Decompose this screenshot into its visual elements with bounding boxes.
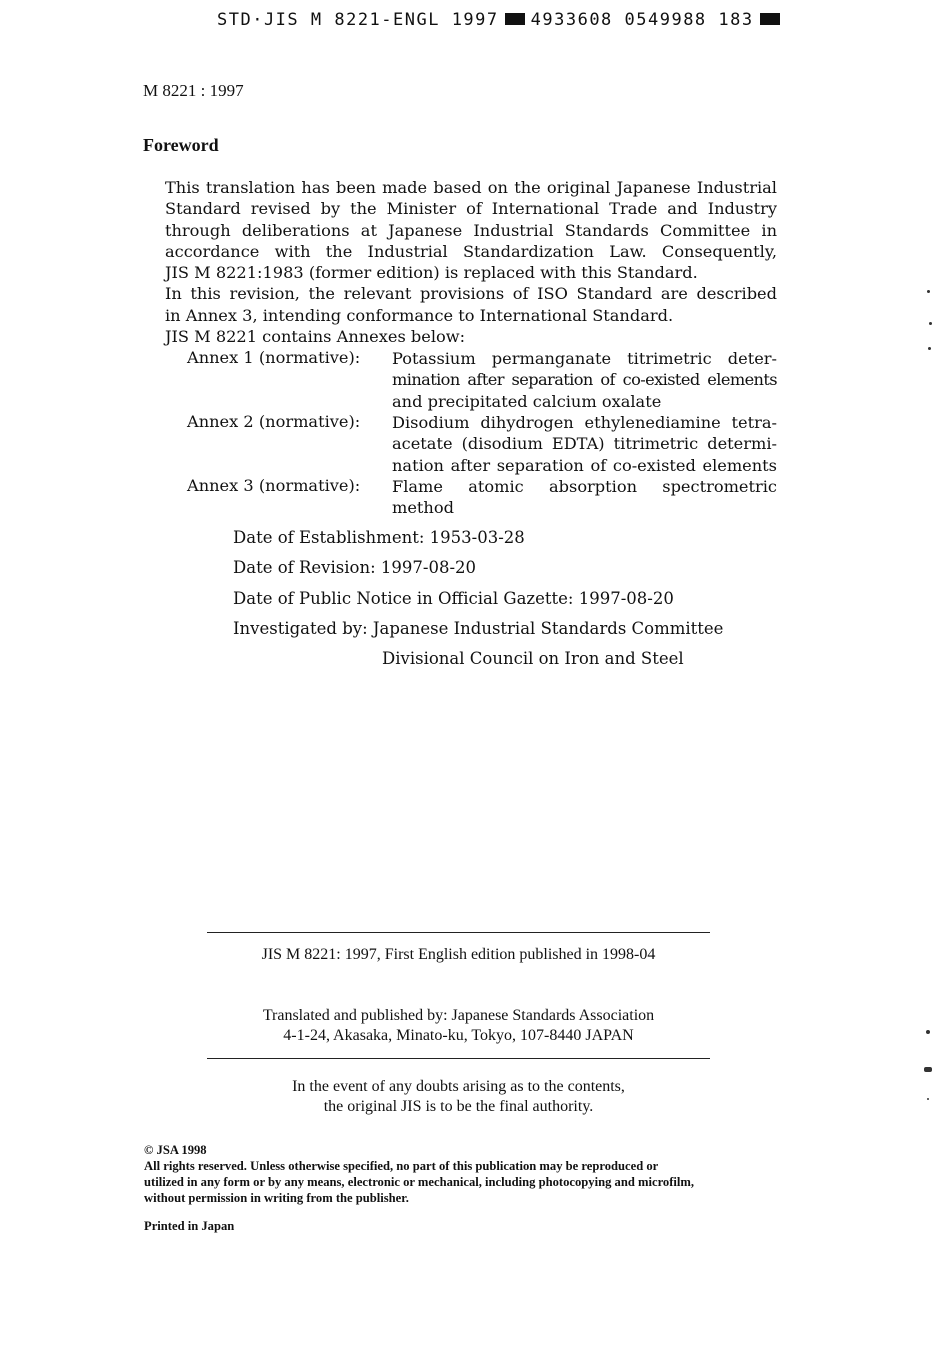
foreword-line: Standard revised by the Minister of International Trade and Industry: [165, 199, 777, 219]
edition-line: JIS M 8221: 1997, First English edition published in 1998-04: [261, 946, 656, 963]
foreword-line: accordance with the Industrial Standardization Law. Consequently,: [165, 241, 777, 261]
header-code: [217, 10, 786, 30]
annex-line: Disodium dihydrogen ethylenediamine tetra-: [392, 413, 777, 432]
annex-line: mination after separation of co-existed elements: [392, 370, 777, 390]
scan-mark: [928, 347, 931, 350]
scan-mark: [926, 1030, 930, 1034]
barcode-block-icon: [505, 13, 525, 25]
annex-line: Flame atomic absorption spectrometric method: [392, 477, 777, 518]
publisher-address: 4-1-24, Akasaka, Minato-ku, Tokyo, 107-8440 JAPAN: [283, 1027, 634, 1044]
annex-2-label: Annex 2 (normative):: [187, 412, 361, 431]
header-barcode-number: 4933608 0549988 183: [530, 10, 754, 30]
annex-line: and precipitated calcium oxalate: [392, 391, 662, 411]
annex-1-description: [392, 348, 777, 412]
foreword-line: JIS M 8221 contains Annexes below:: [165, 327, 466, 347]
investigated-by: Investigated by: Japanese Industrial Standards Committee: [233, 619, 724, 638]
copyright-holder: © JSA 1998: [144, 1143, 207, 1157]
foreword-line: This translation has been made based on the original Japanese Industrial: [165, 178, 777, 197]
copyright-notice-line: utilized in any form or by any means, electronic or mechanical, including photocopying and microfilm,: [144, 1175, 695, 1189]
barcode-block-icon: [760, 13, 780, 25]
divider: [207, 1058, 710, 1059]
date-of-revision: Date of Revision: 1997-08-20: [233, 558, 477, 577]
annex-3-description: [392, 476, 777, 519]
foreword-paragraph: [165, 177, 777, 347]
foreword-line: in Annex 3, intending conformance to International Standard.: [165, 305, 674, 325]
header-standard-code: STD·JIS M 8221-ENGL 1997: [217, 10, 499, 30]
scan-mark: [927, 1098, 929, 1100]
foreword-line: JIS M 8221:1983 (former edition) is replaced with this Standard.: [165, 263, 698, 283]
annex-line: acetate (disodium EDTA) titrimetric determi-: [392, 434, 777, 454]
investigating-council: Divisional Council on Iron and Steel: [382, 649, 684, 668]
authority-notice-line: the original JIS is to be the final authority.: [323, 1098, 594, 1115]
authority-notice-line: In the event of any doubts arising as to the contents,: [292, 1078, 625, 1095]
copyright-notice-line: All rights reserved. Unless otherwise specified, no part of this publication may be reproduced or: [144, 1159, 659, 1173]
copyright-notice-line: without permission in writing from the publisher.: [144, 1191, 409, 1205]
scan-mark: [929, 322, 932, 325]
date-of-establishment: Date of Establishment: 1953-03-28: [233, 528, 525, 547]
page-title: Foreword: [143, 135, 219, 155]
annex-line: Potassium permanganate titrimetric deter-: [392, 349, 777, 368]
divider: [207, 932, 710, 933]
scan-mark: [927, 290, 930, 293]
copyright-block: [144, 1142, 784, 1206]
printed-in: Printed in Japan: [144, 1219, 235, 1233]
annex-2-description: [392, 412, 777, 476]
foreword-line: In this revision, the relevant provisions of ISO Standard are described: [165, 284, 777, 304]
annex-1-label: Annex 1 (normative):: [187, 348, 361, 367]
document-number: M 8221 : 1997: [143, 81, 244, 100]
publisher-line: Translated and published by: Japanese Standards Association: [262, 1007, 655, 1024]
date-of-public-notice: Date of Public Notice in Official Gazette: 1997-08-20: [233, 589, 674, 608]
annex-line: nation after separation of co-existed elements: [392, 455, 777, 475]
scan-mark: [924, 1067, 932, 1072]
annex-3-label: Annex 3 (normative):: [187, 476, 361, 495]
foreword-line: through deliberations at Japanese Industrial Standards Committee in: [165, 220, 777, 240]
